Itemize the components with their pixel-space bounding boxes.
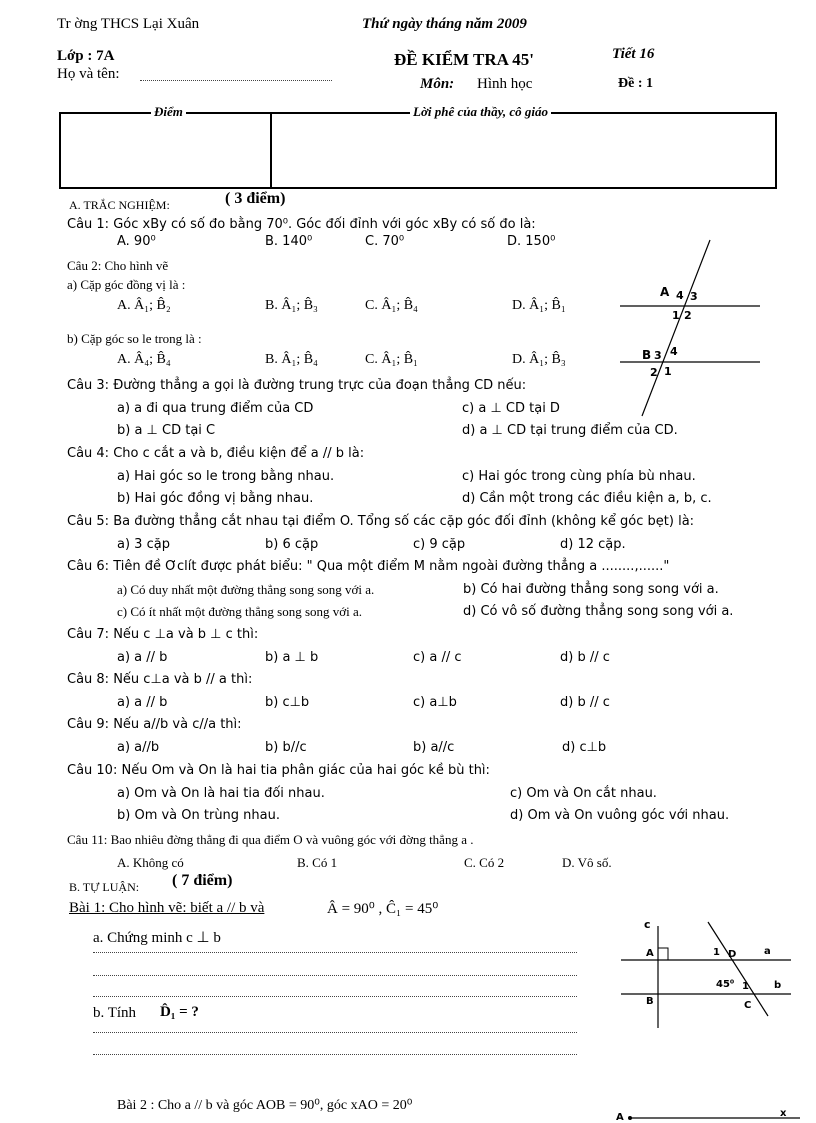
fig2-label-angle: 45⁰ <box>716 979 735 990</box>
q1-option-d: D. 150⁰ <box>507 234 556 249</box>
answer-line-4[interactable] <box>93 1032 577 1033</box>
q10-option-c: c) Om và On cắt nhau. <box>510 786 657 801</box>
q10-option-a: a) Om và On là hai tia đối nhau. <box>117 786 325 801</box>
bai1-part-b: b. Tính <box>93 1005 137 1021</box>
fig1-label-b4: 4 <box>670 345 678 358</box>
q2a-option-d: D. Â₁; B̂₁ <box>512 298 566 313</box>
fig1-label-a4: 4 <box>676 289 684 302</box>
fig1-label-b1: 1 <box>664 365 672 378</box>
period: Tiết 16 <box>612 46 655 62</box>
answer-line-3[interactable] <box>93 996 577 997</box>
school-name: Tr ờng THCS Lại Xuân <box>57 16 200 32</box>
q6-option-c: c) Có ít nhất một đường thẳng song song với a. <box>117 604 363 619</box>
subject-label: Môn: <box>420 76 455 92</box>
q9-option-b: b) b//c <box>265 740 307 755</box>
q11-stem: Câu 11: Bao nhiêu đờng thẳng đi qua điểm O và vuông góc với đờng thẳng a . <box>67 832 474 847</box>
fig2-label-d-point: D <box>728 949 737 960</box>
q1-option-a: A. 90⁰ <box>117 234 156 249</box>
q6-stem: Câu 6: Tiên đề Ơclít được phát biểu: " Qua một điểm M nằm ngoài đường thẳng a ........,......" <box>67 559 670 574</box>
q2-part-a: a) Cặp góc đồng vị là : <box>67 277 186 292</box>
q2b-option-b: B. Â₁; B̂₄ <box>265 352 318 367</box>
q2b-option-c: C. Â₁; B̂₁ <box>365 352 418 367</box>
q6-option-d: d) Có vô số đường thẳng song song với a. <box>463 604 734 619</box>
answer-line-5[interactable] <box>93 1054 577 1055</box>
q7-option-b: b) a ⊥ b <box>265 650 319 665</box>
test-title: ĐỀ KIỂM TRA 45' <box>394 50 534 69</box>
q11-option-a: A. Không có <box>117 855 184 870</box>
section-b-points: ( 7 điểm) <box>172 872 233 889</box>
fig2-label-c1: 1 <box>742 981 749 992</box>
q3-stem: Câu 3: Đường thẳng a gọi là đường trung trực của đoạn thẳng CD nếu: <box>67 378 527 393</box>
fig1-label-a3: 3 <box>690 290 698 303</box>
q5-stem: Câu 5: Ba đường thẳng cắt nhau tại điểm O. Tổng số các cặp góc đối đỉnh (không kể góc bẹt) là: <box>67 514 695 529</box>
q7-option-d: d) b // c <box>560 650 610 665</box>
q9-option-c: b) a//c <box>413 740 455 755</box>
fig2-label-a-line: a <box>764 946 771 957</box>
q7-stem: Câu 7: Nếu c ⊥a và b ⊥ c thì: <box>67 627 259 642</box>
fig2-label-one: 1 <box>713 947 720 958</box>
q4-option-d: d) Cần một trong các điều kiện a, b, c. <box>462 491 712 506</box>
q5-option-a: a) 3 cặp <box>117 537 170 552</box>
fig2-label-c-point: C <box>744 1000 752 1011</box>
section-b-title: B. TỰ LUẬN: <box>69 880 140 894</box>
q4-stem: Câu 4: Cho c cắt a và b, điều kiện để a // b là: <box>67 446 365 461</box>
bai1-condition: Â = 90⁰ , Ĉ₁ = 45⁰ <box>327 901 439 917</box>
q2-stem: Câu 2: Cho hình vẽ <box>67 258 169 273</box>
fig1-label-a1: 1 <box>672 309 680 322</box>
q11-option-c: C. Có 2 <box>464 855 505 870</box>
q5-option-d: d) 12 cặp. <box>560 537 626 552</box>
section-a-points: ( 3 điểm) <box>225 190 286 207</box>
q6-option-a: a) Có duy nhất một đường thẳng song song với a. <box>117 582 375 597</box>
fig2-label-a-point: A <box>646 948 654 959</box>
q4-option-b: b) Hai góc đồng vị bằng nhau. <box>117 491 314 506</box>
q10-option-d: d) Om và On vuông góc với nhau. <box>510 808 730 823</box>
q2a-option-a: A. Â₁; B̂₂ <box>117 298 171 313</box>
q9-option-d: d) c⊥b <box>562 740 607 755</box>
q2a-option-b: B. Â₁; B̂₃ <box>265 298 318 313</box>
q1-option-b: B. 140⁰ <box>265 234 313 249</box>
fig2-label-b-point: B <box>646 996 654 1007</box>
q9-stem: Câu 9: Nếu a//b và c//a thì: <box>67 717 242 732</box>
name-blank <box>140 80 332 81</box>
fig1-label-a2: 2 <box>684 309 692 322</box>
bai1-part-a: a. Chứng minh c ⊥ b <box>93 930 221 946</box>
fig3-label-a: A <box>616 1112 624 1123</box>
q2b-option-d: D. Â₁; B̂₃ <box>512 352 566 367</box>
q9-option-a: a) a//b <box>117 740 160 755</box>
q6-option-b: b) Có hai đường thẳng song song với a. <box>463 582 719 597</box>
test-number: Đề : 1 <box>618 76 653 91</box>
figure-bai1 <box>616 918 796 1030</box>
answer-line-2[interactable] <box>93 975 577 976</box>
date-line: Thứ ngày tháng năm 2009 <box>362 16 527 32</box>
q3-option-d: d) a ⊥ CD tại trung điểm của CD. <box>462 423 678 438</box>
q5-option-c: c) 9 cặp <box>413 537 466 552</box>
q10-stem: Câu 10: Nếu Om và On là hai tia phân giác của hai góc kề bù thì: <box>67 763 490 778</box>
subject: Hình học <box>477 76 533 92</box>
section-a-title: A. TRẮC NGHIỆM: <box>69 198 170 212</box>
q2b-option-a: A. Â₄; B̂₄ <box>117 352 171 367</box>
q7-option-a: a) a // b <box>117 650 168 665</box>
answer-line-1[interactable] <box>93 952 577 953</box>
class-label: Lớp : 7A <box>57 48 115 64</box>
bai1-stem: Bài 1: Cho hình vẽ: biết a // b và <box>69 900 265 916</box>
q8-option-d: d) b // c <box>560 695 610 710</box>
score-box-divider <box>270 112 272 187</box>
bai2-stem: Bài 2 : Cho a // b và góc AOB = 90⁰, góc xAO = 20⁰ <box>117 1098 413 1113</box>
q3-option-a: a) a đi qua trung điểm của CD <box>117 401 314 416</box>
q8-option-a: a) a // b <box>117 695 168 710</box>
comment-label: Lời phê của thầy, cô giáo <box>410 104 551 120</box>
q11-option-d: D. Vô số. <box>562 855 612 870</box>
fig2-label-c: c <box>644 918 651 931</box>
fig1-label-b2: 2 <box>650 366 658 379</box>
q1-stem: Câu 1: Góc xBy có số đo bằng 70⁰. Góc đối đỉnh với góc xBy có số đo là: <box>67 217 536 232</box>
q5-option-b: b) 6 cặp <box>265 537 319 552</box>
q8-option-c: c) a⊥b <box>413 695 457 710</box>
q3-option-c: c) a ⊥ CD tại D <box>462 401 560 416</box>
fig1-label-b3: 3 <box>654 349 662 362</box>
fig1-label-b: B <box>642 348 652 362</box>
q7-option-c: c) a // c <box>413 650 462 665</box>
q2a-option-c: C. Â₁; B̂₄ <box>365 298 418 313</box>
q10-option-b: b) Om và On trùng nhau. <box>117 808 281 823</box>
fig2-label-b-line: b <box>774 980 782 991</box>
score-label: Điểm <box>151 104 186 120</box>
fig3-label-x: x <box>780 1108 787 1119</box>
q3-option-b: b) a ⊥ CD tại C <box>117 423 216 438</box>
q4-option-a: a) Hai góc so le trong bằng nhau. <box>117 469 335 484</box>
bai1-part-b-expr: D̂₁ = ? <box>160 1004 199 1020</box>
q8-stem: Câu 8: Nếu c⊥a và b // a thì: <box>67 672 253 687</box>
q11-option-b: B. Có 1 <box>297 855 338 870</box>
q2-part-b: b) Cặp góc so le trong là : <box>67 331 202 346</box>
figure-bai2 <box>614 1104 804 1122</box>
q8-option-b: b) c⊥b <box>265 695 310 710</box>
q4-option-c: c) Hai góc trong cùng phía bù nhau. <box>462 469 696 484</box>
figure-parallel-lines <box>590 238 770 418</box>
score-box <box>59 112 777 189</box>
q1-option-c: C. 70⁰ <box>365 234 405 249</box>
name-label: Họ và tên: <box>57 66 120 82</box>
fig1-label-a: A <box>660 285 670 299</box>
